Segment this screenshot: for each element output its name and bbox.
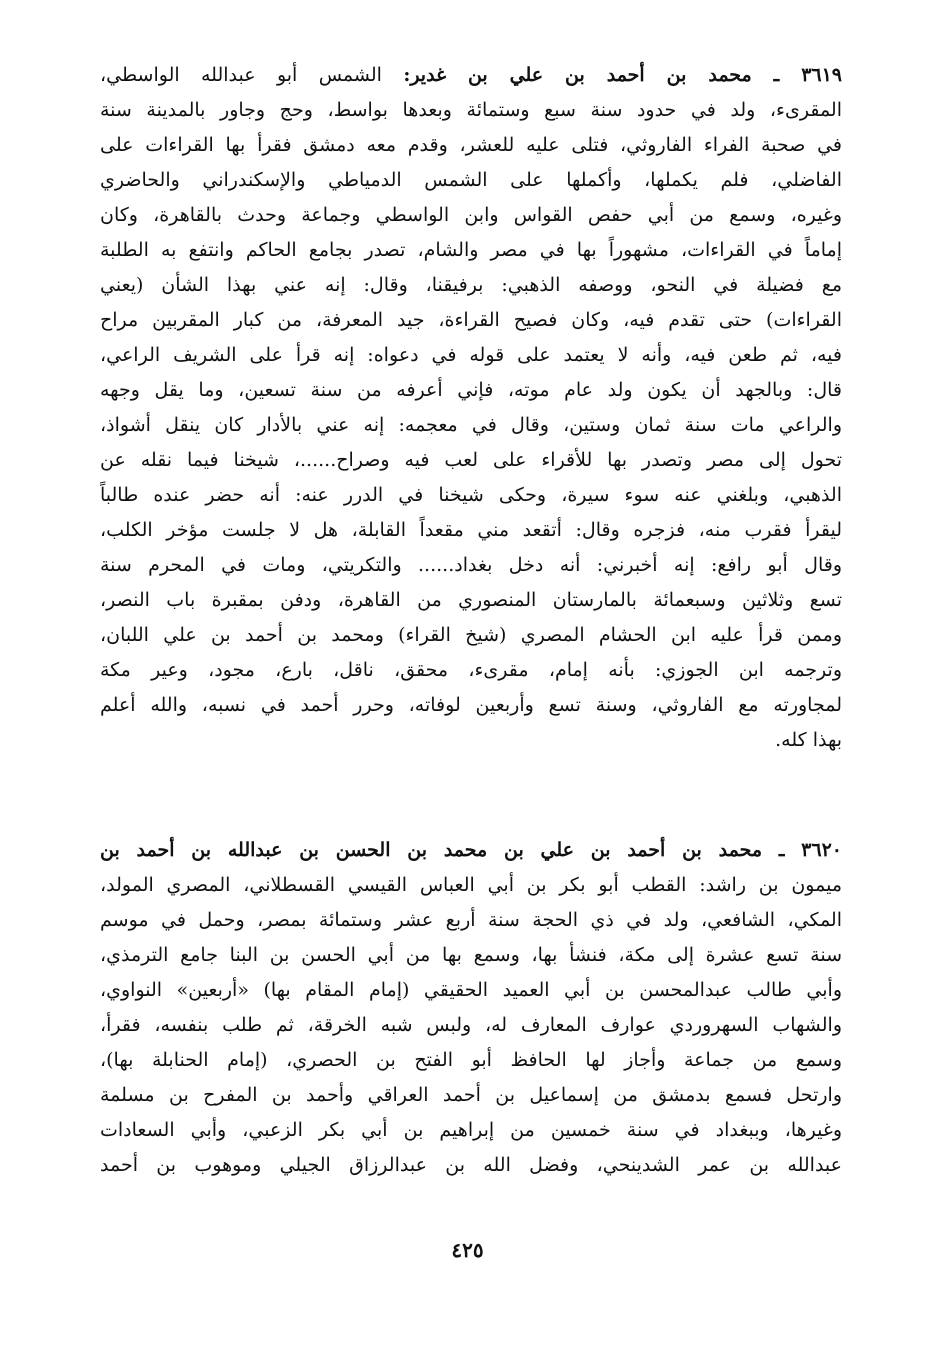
text-line: والشهاب السهروردي عوارف المعارف له، ولبس شبه الخرقة، ثم طلب بنفسه، فقرأ،	[100, 1014, 842, 1036]
text-line: المقرىء، ولد في حدود سنة سبع وستمائة وبعدها بواسط، وحج وجاور بالمدينة سنة	[100, 99, 842, 121]
text-line: وأبي طالب عبدالمحسن بن أبي العميد الحقيقي (إمام المقام بها) «أربعين» النواوي،	[100, 979, 842, 1001]
text-line: ٣٦١٩ ـ محمد بن أحمد بن علي بن غدير: الشمس أبو عبدالله الواسطي،	[100, 64, 842, 86]
text-line: وقال أبو رافع: إنه أخبرني: أنه دخل بغداد...... والتكريتي، ومات في المحرم سنة	[100, 554, 842, 576]
text-line: ميمون بن راشد: القطب أبو بكر بن أبي العباس القيسي القسطلاني، المصري المولد،	[100, 874, 842, 896]
entry-heading: ٣٦٢٠ ـ محمد بن أحمد بن علي بن محمد بن الحسن بن عبدالله بن أحمد بن	[100, 839, 842, 861]
text-line: إماماً في القراءات، مشهوراً بها في مصر والشام، تصدر بجامع الحاكم وانتفع به الطلبة	[100, 239, 842, 261]
text-line: وممن قرأ عليه ابن الحشام المصري (شيخ القراء) ومحمد بن أحمد بن علي اللبان،	[100, 624, 842, 646]
text-line: سنة تسع عشرة إلى مكة، فنشأ بها، وسمع بها من أبي الحسن بن البنا جامع الترمذي،	[100, 944, 842, 966]
text-line: عبدالله بن عمر الشدينحي، وفضل الله بن عبدالرزاق الجيلي وموهوب بن أحمد	[100, 1154, 842, 1176]
biography-entry-3620	[100, 833, 842, 1183]
text-line: مع فضيلة في النحو، ووصفه الذهبي: برفيقنا، وقال: إنه عني بهذا الشأن (يعني	[100, 274, 842, 296]
text-line: فيه، ثم طعن فيه، وأنه لا يعتمد على قوله في دعواه: إنه قرأ على الشريف الراعي،	[100, 344, 842, 366]
text-line: القراءات) حتى تقدم فيه، وكان فصيح القراءة، جيد المعرفة، من كبار المقربين مراح	[100, 309, 842, 331]
entry-heading: ٣٦١٩ ـ محمد بن أحمد بن علي بن غدير:	[403, 64, 842, 86]
text-line: وارتحل فسمع بدمشق من إسماعيل بن أحمد العراقي وأحمد بن المفرح بن مسلمة	[100, 1084, 842, 1106]
text-line: لمجاورته مع الفاروثي، وسنة تسع وأربعين لوفاته، وحرر أحمد في نسبه، والله أعلم	[100, 694, 842, 716]
text-line: تحول إلى مصر وتصدر بها للأقراء على لعب فيه وصراح......، شيخنا فيما نقله عن	[100, 449, 842, 471]
page-number: ٤٢٥	[451, 1238, 484, 1262]
text-line: الفاضلي، فلم يكملها، وأكملها على الشمس الدمياطي والإسكندراني والحاضري	[100, 169, 842, 191]
biography-entry-3619	[100, 58, 842, 758]
text-line: والراعي مات سنة ثمان وستين، وقال في معجمه: إنه عني بالأدار كان ينقل أشواذ،	[100, 414, 842, 436]
text-line: تسع وثلاثين وسبعمائة بالمارستان المنصوري من القاهرة، ودفن بمقبرة باب النصر،	[100, 589, 842, 611]
text-line: وترجمه ابن الجوزي: بأنه إمام، مقرىء، محقق، ناقل، بارع، مجود، وعير مكة	[100, 659, 842, 681]
text-line: بهذا كله.	[775, 729, 842, 751]
text-line: الذهبي، وبلغني عنه سوء سيرة، وحكى شيخنا في الدرر عنه: أنه حضر عنده طالباً	[100, 484, 842, 506]
text-line: ليقرأ فقرب منه، فزجره وقال: أتقعد مني مقعداً القابلة، هل لا جلست مؤخر الكلب،	[100, 519, 842, 541]
text-line: وغيره، وسمع من أبي حفص القواس وابن الواسطي وجماعة وحدث بالقاهرة، وكان	[100, 204, 842, 226]
text-line: المكي، الشافعي، ولد في ذي الحجة سنة أربع عشر وستمائة بمصر، وحمل في موسم	[100, 909, 842, 931]
text-line: وغيرها، وببغداد في سنة خمسين من إبراهيم بن أبي بكر الزعبي، وأبي السعادات	[100, 1119, 842, 1141]
text-line: وسمع من جماعة وأجاز لها الحافظ أبو الفتح بن الحصري، (إمام الحنابلة بها)،	[100, 1049, 842, 1071]
text-line: قال: وبالجهد أن يكون ولد عام موته، فإني أعرفه من سنة تسعين، وما يقل وجهه	[100, 379, 842, 401]
text-line: في صحبة الفراء الفاروثي، فتلى عليه للعشر، وقدم معه دمشق فقرأ بها القراءات على	[100, 134, 842, 156]
